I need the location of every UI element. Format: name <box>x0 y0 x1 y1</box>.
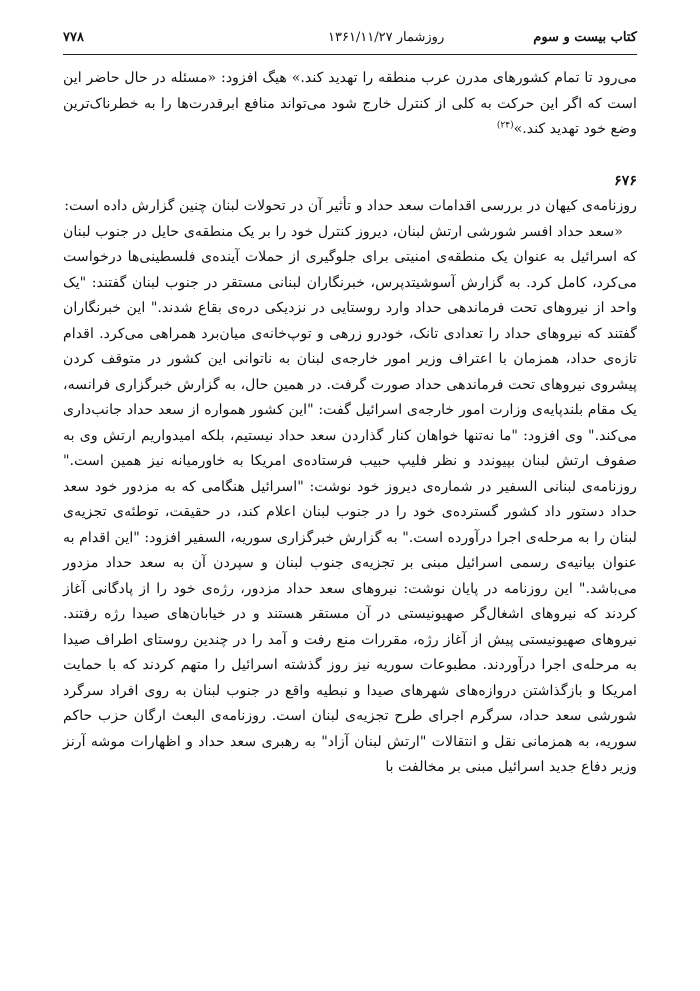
intro-paragraph: روزنامه‌ی کیهان در بررسی اقدامات سعد حداد و تأثیر آن در تحولات لبنان چنین گزارش داده است: <box>64 198 637 214</box>
entry-number: ۶۷۶ <box>614 172 637 189</box>
date-label: روزشمار ۱۳۶۱/۱۱/۲۷ <box>328 30 445 45</box>
book-title: کتاب بیست و سوم <box>533 30 637 45</box>
header-rule <box>63 54 637 55</box>
continued-paragraph-text: می‌رود تا تمام کشورهای مدرن عرب منطقه را تهدید کند.» هیگ افزود: «مسئله در حال حاضر این است که اگر این حرکت به کلی از کنترل خارج شود می‌تواند منافع ابرقدرت‌ها را به خطرناک‌ترین وضع خود تهدید کند.» <box>63 70 637 137</box>
body-text <box>63 66 637 781</box>
running-header <box>63 30 637 52</box>
continued-paragraph <box>63 66 637 143</box>
page-number: ۷۷۸ <box>63 30 84 45</box>
paragraph-gap <box>63 143 637 169</box>
footnote-reference: (۲۴) <box>496 120 514 131</box>
main-paragraph: «سعد حداد افسر شورشی ارتش لبنان، دیروز کنترل خود را بر یک منطقه‌ی حایل در جنوب لبنان که اسرائیل به عنوان یک منطقه‌ی امنیتی برای جلوگیری از حملات آینده‌ی فلسطینی‌ها درخواست می‌کرد، کامل کرد. به گزارش آسوشیتدپرس، خبرنگاران لبنانی مستقر در جنوب لبنان گفتند: "یک واحد از نیروهای تحت فرماندهی حداد وارد روستایی در نزدیکی دره‌ی بقاع شدند." این خبرنگاران گفتند که نیروهای حداد را تعدادی تانک، خودرو زرهی و توپ‌خانه‌ی میان‌برد همراهی می‌کرد. اقدام تازه‌ی حداد، همزمان با اعتراف وزیر امور خارجه‌ی لبنان به ناتوانی این کشور در متوقف کردن پیشروی نیروهای تحت فرماندهی حداد صورت گرفت. در همین حال، به گزارش خبرگزاری فرانسه، یک مقام بلندپایه‌ی وزارت امور خارجه‌ی اسرائیل گفت: "این کشور همواره از سعد حداد جانب‌داری می‌کند." وی افزود: "ما نه‌تنها خواهان کنار گذاردن سعد حداد نیستیم، بلکه امیدواریم ارتش وی به صفوف ارتش لبنان بپیوندد و نظر فلیپ حبیب فرستاده‌ی امریکا به خاورمیانه نیز همین است." روزنامه‌ی لبنانی السفیر در شماره‌ی دیروز خود نوشت: "اسرائیل هنگامی که به مزدور خود سعد حداد دستور داد کشور گسترده‌ی خود را در جنوب لبنان اعلام کند، در حقیقت، توطئه‌ی تجزیه‌ی لبنان را به مرحله‌ی اجرا درآورده است." به گزارش خبرگزاری سوریه، السفیر افزود: "این اقدام به عنوان بیانیه‌ی رسمی اسرائیل مبنی بر تجزیه‌ی جنوب لبنان و سپردن آن به سعد حداد مزدور می‌باشد." این روزنامه در پایان نوشت: نیروهای سعد حداد مزدور، رژه‌ی خود را از پادگانی آغاز کردند که نیروهای اشغال‌گر صهیونیستی در آن مستقر هستند و در خیابان‌های صیدا رژه رفتند. نیروهای صهیونیستی پیش از آغاز رژه، مقررات منع رفت و آمد را در چندین روستای اطراف صیدا به مرحله‌ی اجرا درآوردند. مطبوعات سوریه نیز روز گذشته اسرائیل را متهم کردند که با حمایت امریکا و بازگذاشتن دروازه‌های شهرهای صیدا و نبطیه واقع در جنوب لبنان به روی افراد سرگرد شورشی سعد حداد، سرگرم اجرای طرح تجزیه‌ی لبنان است. روزنامه‌ی البعث ارگان حزب حاکم سوریه، به همزمانی نقل و انتقالات "ارتش لبنان آزاد" به رهبری سعد حداد و اظهارات موشه آرنز وزیر دفاع جدید اسرائیل مبنی بر مخالفت با <box>63 223 637 775</box>
